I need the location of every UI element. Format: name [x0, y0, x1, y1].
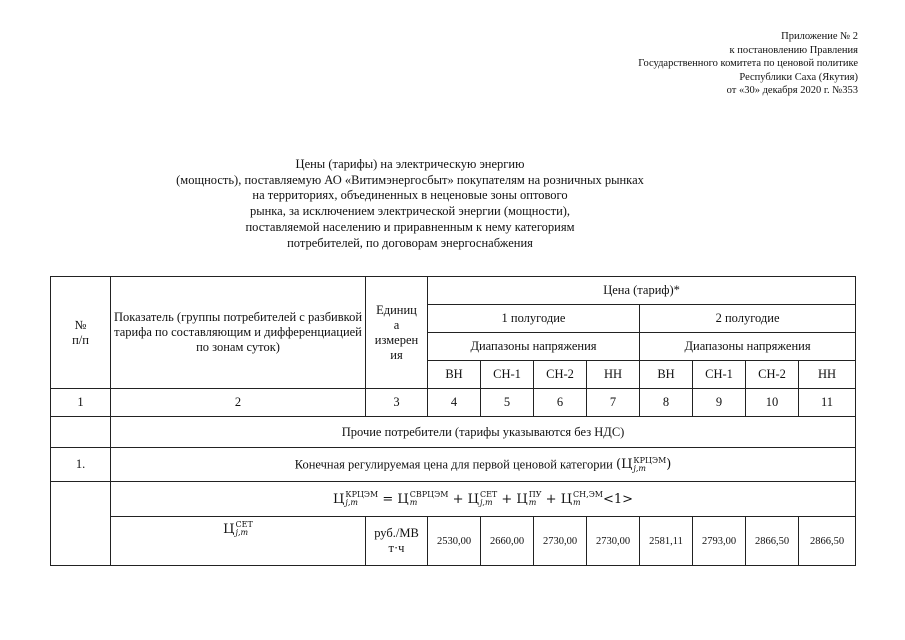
empty-cell [51, 417, 111, 448]
formula-sup: СН,ЭМ [573, 490, 603, 499]
column-number: 5 [481, 389, 534, 417]
formula-tail: <1> [603, 491, 634, 507]
title-line: (мощность), поставляемую АО «Витимэнергосбыт» покупателям на розничных рынках [176, 172, 644, 187]
header-level: СН-2 [746, 361, 799, 389]
annex-header [538, 30, 858, 98]
column-number: 4 [428, 389, 481, 417]
price-value: 2530,00 [428, 517, 481, 566]
header-half-2: 2 полугодие [640, 305, 856, 333]
item-label: Конечная регулируемая цена для первой ценовой категории (Ц КРЦЭМ j,m ) [111, 448, 856, 482]
item-number: 1. [51, 448, 111, 482]
price-value: 2866,50 [746, 517, 799, 566]
header-level: НН [799, 361, 856, 389]
item-label-text: Конечная регулируемая цена для первой ценовой категории [294, 457, 613, 471]
formula: Ц КРЦЭМ j,m = Ц СВРЦЭМ m + Ц СЕТ j,m + Ц ПУ m + Ц СН,ЭМ m <1> [333, 490, 634, 507]
formula-sub: m [573, 498, 581, 507]
item-symbol: Ц [621, 457, 633, 472]
header-voltage-ranges-1: Диапазоны напряжения [428, 333, 640, 361]
column-number: 9 [693, 389, 746, 417]
title-line: на территориях, объединенных в неценовые зоны оптового [252, 188, 568, 203]
header-level: НН [587, 361, 640, 389]
header-level: СН-2 [534, 361, 587, 389]
header-voltage-ranges-2: Диапазоны напряжения [640, 333, 856, 361]
formula-sub: j,m [479, 498, 493, 507]
header-unit: Единиц а измерен ия [366, 277, 428, 389]
row-symbol-sup: СЕТ [235, 520, 253, 529]
header-num: № п/п [51, 277, 111, 389]
formula-sub: m [409, 498, 418, 507]
column-number: 10 [746, 389, 799, 417]
formula-sub: m [528, 498, 537, 507]
column-number: 1 [51, 389, 111, 417]
title-line: рынка, за исключением электрической энергии (мощности), [249, 204, 571, 219]
formula-sup: КРЦЭМ [345, 490, 379, 499]
row-unit: руб./МВ т·ч [366, 517, 428, 566]
column-number: 11 [799, 389, 856, 417]
price-value: 2866,50 [799, 517, 856, 566]
header-level: ВН [640, 361, 693, 389]
annex-line: Приложение № 2 [781, 31, 858, 42]
header-level: СН-1 [693, 361, 746, 389]
item-symbol-sup: КРЦЭМ [633, 455, 667, 465]
title-line: потребителей, по договорам энергоснабжения [287, 235, 533, 250]
document-title [150, 157, 670, 251]
row-symbol-sub: j,m [235, 528, 249, 537]
title-line: Цены (тарифы) на электрическую энергию [295, 157, 525, 171]
formula-sup: СВРЦЭМ [409, 490, 449, 499]
column-number: 3 [366, 389, 428, 417]
column-number: 7 [587, 389, 640, 417]
price-value: 2730,00 [534, 517, 587, 566]
header-level: ВН [428, 361, 481, 389]
annex-line: к постановлению Правления [729, 44, 858, 56]
column-number: 2 [111, 389, 366, 417]
item-symbol-sub: j,m [633, 463, 647, 473]
formula-sup: СЕТ [479, 490, 498, 499]
title-line: поставляемой населению и приравненным к нему категориям [245, 219, 575, 234]
price-value: 2660,00 [481, 517, 534, 566]
header-price: Цена (тариф)* [428, 277, 856, 305]
empty-cell [51, 482, 111, 566]
header-half-1: 1 полугодие [428, 305, 640, 333]
column-number: 6 [534, 389, 587, 417]
annex-line: Государственного комитета по ценовой политике [638, 58, 858, 70]
annex-line: Республики Саха (Якутия) [739, 71, 858, 83]
price-value: 2793,00 [693, 517, 746, 566]
formula-sub: j,m [345, 498, 358, 507]
formula-sup: ПУ [528, 490, 542, 499]
tariff-table [50, 276, 856, 566]
section-title: Прочие потребители (тарифы указываются без НДС) [111, 417, 856, 448]
column-number: 8 [640, 389, 693, 417]
annex-line: от «30» декабря 2020 г. №353 [726, 85, 858, 97]
header-level: СН-1 [481, 361, 534, 389]
row-indicator [111, 517, 366, 566]
header-indicator: Показатель (группы потребителей с разбивкой тарифа по составляющим и дифференциацией по зонам суток) [111, 277, 366, 389]
formula-row [111, 482, 856, 517]
row-symbol: Ц [223, 521, 235, 537]
price-value: 2730,00 [587, 517, 640, 566]
price-value: 2581,11 [640, 517, 693, 566]
